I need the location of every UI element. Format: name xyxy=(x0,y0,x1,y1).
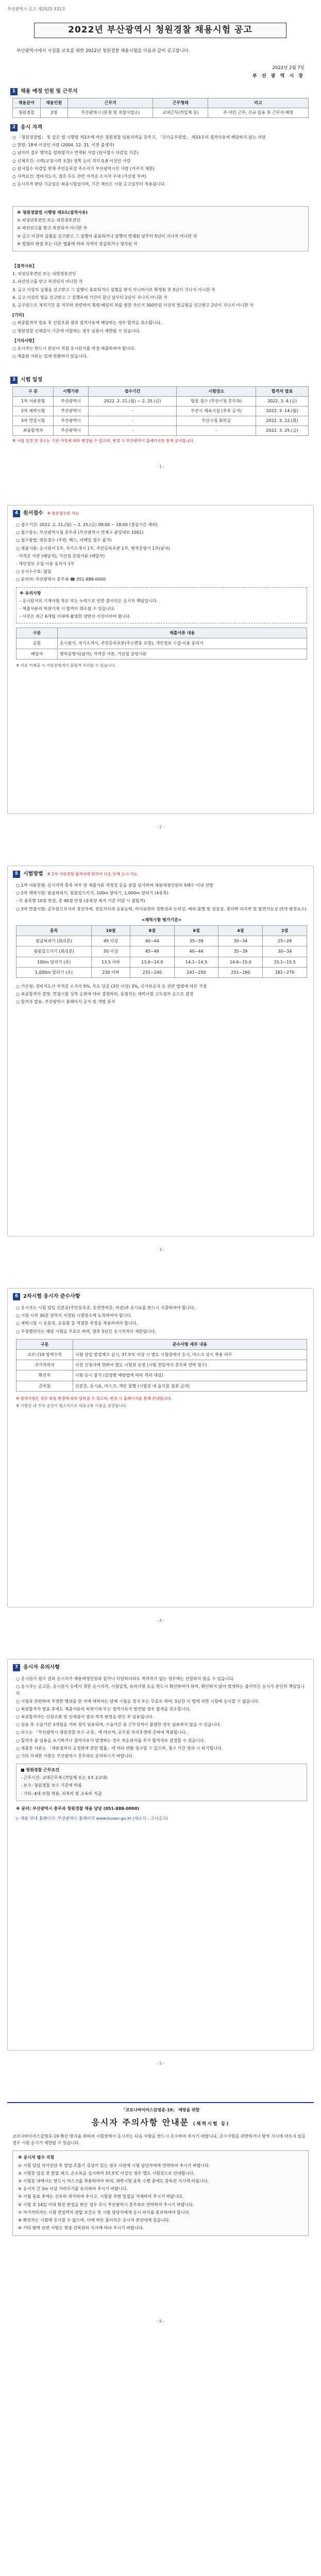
schedule-note: ※ 시험 일정 및 장소는 기관 사정에 따라 변경될 수 있으며, 변경 시 부산광역시 홈페이지를 통해 공지합니다. xyxy=(12,438,195,443)
table-cell: 13.6~14.0 xyxy=(130,957,174,967)
note-line: ○ 보수는 「부산광역시 청원경찰 보수 규정」에 따르며, 공무원 복리후생에 준하여 적용합니다. xyxy=(16,1730,187,1735)
table-cell: 45 이상 xyxy=(92,936,130,946)
table-header: 제출서류 내용 xyxy=(58,628,307,638)
table-cell: 응시원서, 자기소개서, 주민등록초본(주소변동 포함), 개인정보 수집·이용 동의서 xyxy=(58,638,307,649)
table-cell: 사전 신청자에 한하여 별도 시험장 운영 (시험 전일까지 총무과 연락 필수) xyxy=(73,1360,307,1370)
table-header: 채용분야 xyxy=(13,98,41,108)
notice-title-suffix: (체력시험 등) xyxy=(193,2122,230,2127)
table-header: 합격자 발표 xyxy=(256,387,309,397)
detail-line: ○ 청원경찰 신체검사 기준에 미달하는 경우 임용이 제한될 수 있습니다. xyxy=(12,328,141,333)
table-header: 구분 xyxy=(16,628,58,638)
table-cell: 100m 달리기 (초) xyxy=(16,957,92,967)
section-subtitle: ※ 방문접수만 가능 xyxy=(47,511,79,516)
section-title: 2차시험 응시자 준수사항 xyxy=(23,1294,80,1299)
table-cell: 50 이상 xyxy=(92,946,130,957)
table-cell: 1,000m 달리기 (초) xyxy=(16,967,92,977)
page-number: - 4 - xyxy=(156,1618,165,1623)
method-line: - 각 종목별 10점 만점, 총 40점 만점 (종목당 최저 기준 미달 시 불합격) xyxy=(16,899,145,904)
box-line: - 기타: 4대 보험 적용, 피복비 및 교육비 지급 xyxy=(21,1791,102,1796)
table-cell: 14.6~15.0 xyxy=(218,957,263,967)
table-header-row xyxy=(16,925,307,936)
recruit-table-wrap xyxy=(12,98,309,118)
fitness-table xyxy=(16,925,307,978)
list-item: ⑨ 기타 방역 관련 사항은 현장 감독관의 지시에 따라 주시기 바랍니다. xyxy=(18,2226,144,2231)
rules-note: ※ 시험장 내 주차 공간이 협소하므로 대중교통 이용을 권장합니다. xyxy=(16,1403,128,1409)
table-cell: 시험 응시 불가 (감염병 예방법에 따라 격리 대상) xyxy=(73,1370,307,1381)
notice-subtitle: 「코로나바이러스감염증-19」 예방을 위한 xyxy=(121,2108,200,2112)
application-info xyxy=(8,521,313,675)
table-cell: 주·야간 근무, 신규 임용 후 근무지 배정 xyxy=(208,108,309,118)
applicant-notes xyxy=(8,1675,313,1828)
page-number: - 6 - xyxy=(156,2319,165,2324)
table-header: 비고 xyxy=(208,98,309,108)
table-header: 근무지 xyxy=(68,98,153,108)
table-cell: 팔굽혀펴기 (회/1분) xyxy=(16,936,92,946)
note-line: ○ 응시원서 접수 결과 응시자가 채용예정인원과 같거나 미달하더라도 적격자가 없는 경우에는 선발하지 않을 수 있습니다. xyxy=(16,1676,234,1681)
detail-line: ○ 최종합격자 발표 후 신원조회 결과 결격사유에 해당하는 경우 합격을 취소합니다. xyxy=(12,320,162,326)
recruit-table xyxy=(12,98,309,118)
method-line: ○ 1차 서류전형: 응시자격 충족 여부 및 제출서류 적정성 등을 종합 심사하여 채용예정인원의 5배수 이내 선발 xyxy=(16,883,213,888)
table-cell: 병적증명서(남자), 자격증 사본, 가산점 증빙서류 xyxy=(58,649,307,659)
info-line: - 자격증 사본 (해당자), 가산점 증빙서류 (해당자) xyxy=(16,553,105,558)
list-item: ⑥ 시험 후 14일 이내 확진 판정을 받은 경우 즉시 부산광역시 총무과로 연락하여 주시기 바랍니다. xyxy=(18,2202,194,2207)
box-title: ※ 청원경찰법 시행령 제3조(결격사유) xyxy=(17,210,88,215)
detail-line: 2. 파산선고를 받고 복권되지 아니한 자 xyxy=(12,279,83,284)
table-cell: 2022. 3. 4.(금) xyxy=(256,397,309,406)
table-cell: 261~270 xyxy=(263,967,307,977)
table-cell: 1차 서류전형 xyxy=(13,397,54,406)
box-line: ① 피성년후견인 또는 피한정후견인 xyxy=(17,218,80,223)
note-line: ○ 제출한 서류는 「채용절차의 공정화에 관한 법률」에 따라 반환 청구할 수 있으며, 청구 기간 경과 시 파기합니다. xyxy=(16,1745,223,1751)
table-row xyxy=(16,1349,307,1360)
info-line: ○ 접수기간: 2022. 2. 21.(월) ~ 2. 25.(금) 09:00 ~ 18:00 (점심시간 제외) xyxy=(16,522,158,527)
document-title: 2022년 부산광역시 청원경찰 채용시험 공고 xyxy=(34,23,286,38)
section-6-card xyxy=(7,1288,314,1607)
section-4-header xyxy=(8,505,313,521)
table-header: 종목 xyxy=(16,925,92,936)
section-title: 원서접수 xyxy=(23,511,43,516)
table-cell: 30~34 xyxy=(218,936,263,946)
table-cell: 2차 체력시험 xyxy=(13,406,54,416)
note-line: ○ 합격자 중 임용을 포기하거나 결격사유가 발생하는 경우 차순위자를 추가 합격자로 결정할 수 있습니다. xyxy=(16,1738,206,1743)
section-7-header xyxy=(8,1659,313,1675)
section-5-card xyxy=(7,866,314,1236)
table-cell: 윗몸일으키기 (회/1분) xyxy=(16,946,92,957)
list-item: ⑤ 시험 종료 후에는 신속히 귀가하여 주시고, 시험장 주변 밀집을 자제하여 주시기 바랍니다. xyxy=(18,2194,183,2199)
list-item: ⑦ 자가격리자는 시험 전일까지 관할 보건소 및 시험 담당자에게 응시 의사를 통보하여야 합니다. xyxy=(18,2210,190,2215)
documents-table xyxy=(16,628,307,659)
list-item: ② 시험장 입실 전 발열 체크, 손소독을 실시하며 37.5℃ 이상인 경우 별도 시험장으로 안내합니다. xyxy=(18,2171,195,2176)
exam-rules xyxy=(8,1304,313,1415)
section-number: 2 xyxy=(10,124,18,131)
table-cell: 230 이하 xyxy=(92,967,130,977)
eligibility-line: ○ 자격요건: 경비지도사, 경호·무도 관련 자격증 소지자 우대 (가산점 부여) xyxy=(12,174,147,179)
box-line: ② 파산선고를 받고 복권되지 아니한 자 xyxy=(17,226,87,231)
eligibility-line: ○ 원서접수 마감일 현재 주민등록상 주소지가 부산광역시인 사람 (거주지 제한) xyxy=(12,166,155,171)
notes-title: ※ 유의사항 xyxy=(20,590,41,596)
table-cell: 교대근무(격일제 등) xyxy=(153,108,208,118)
table-cell: 방문 접수 (부산시청 총무과) xyxy=(177,397,256,406)
application-notes xyxy=(16,587,307,624)
section-7-card xyxy=(7,1659,314,2050)
table-header: 구분 xyxy=(16,1339,73,1349)
list-item: ① 시험 당일 자가진단 후 발열·호흡기 증상이 있는 경우 사전에 시험 담당자에게 연락하여 주시기 바랍니다. xyxy=(18,2163,210,2168)
table-header: 6점 xyxy=(174,925,218,936)
table-row xyxy=(16,1381,307,1391)
notice-date: 2022년 2월 7일 xyxy=(272,65,305,71)
rule-line: ○ 체력시험 시 운동복, 운동화 등 적절한 복장을 착용하여야 합니다. xyxy=(16,1321,138,1326)
section-title: 응시 자격 xyxy=(21,125,43,130)
eligibility-line: ○ 신체조건: 시력(교정시력 포함) 양쪽 눈이 각각 0.8 이상인 사람 xyxy=(12,158,131,163)
table-header: 8점 xyxy=(130,925,174,936)
note-line: ○ 시험과 관련하여 부정한 행위를 한 자에 대하여는 당해 시험을 정지 또는 무효로 하며, 5년간 이 법에 의한 시험에 응시할 수 없습니다. xyxy=(16,1699,260,1704)
info-line: ○ 응시수수료: 없음 xyxy=(16,569,52,574)
box-line: - 보수: 청원경찰 보수 기준에 따름 xyxy=(21,1783,82,1788)
section-number: 1 xyxy=(10,88,18,95)
detail-line: 3. 금고 이상의 실형을 선고받고 그 집행이 종료되거나 집행을 받지 아니하기로 확정된 후 5년이 지나지 아니한 자 xyxy=(12,287,215,292)
table-cell: - xyxy=(177,426,256,436)
table-cell: 최종합격자 xyxy=(13,426,54,436)
method-line: ○ 최종합격자 결정: 면접시험 성적 순위에 따라 결정하되, 동점자는 체력시험 고득점자 순으로 결정 xyxy=(16,992,194,997)
method-line: ○ 가산점: 경비지도사 자격증 소지자 5%, 무도 단증 (3단 이상) 3%, 국가유공자 등 관련 법령에 따른 가점 xyxy=(16,984,207,989)
table-header: 4점 xyxy=(218,925,263,936)
info-line: - 개인정보 수집·이용 동의서 1부 xyxy=(16,561,75,566)
section-1-header xyxy=(10,88,78,95)
notice-title xyxy=(7,2116,314,2129)
eligibility-line: ○ 응시자격 판단 기준일은 최종시험일이며, 기간 계산은 시험 공고일부터 적용됩니다. xyxy=(12,182,166,187)
note-line: ○ 최종합격자 발표 후에도 제출서류의 허위기재 또는 결격사유가 발견될 경우 합격을 취소합니다. xyxy=(16,1706,191,1711)
table-cell: 2명 xyxy=(40,108,68,118)
subhead: 【결격사유】 xyxy=(12,264,37,268)
section-number: 5 xyxy=(13,871,20,878)
eligibility-line: ○ 연령: 18세 이상인 사람 (2004. 12. 31. 이전 출생자) xyxy=(12,143,114,148)
table-cell: 251~260 xyxy=(218,967,263,977)
table-cell: 231~240 xyxy=(130,967,174,977)
table-cell: 부산광역시 xyxy=(53,426,88,436)
table-cell: 35~39 xyxy=(174,936,218,946)
method-line: ○ 2차 체력시험: 팔굽혀펴기, 윗몸일으키기, 100m 달리기, 1,000m 달리기 (4종목) xyxy=(16,891,168,896)
section-2-header xyxy=(10,124,42,131)
section-number: 3 xyxy=(10,377,18,384)
table-header: 구 분 xyxy=(13,387,54,397)
rule-line: ○ 응시자는 시험 당일 신분증(주민등록증, 운전면허증, 여권)과 응시표를 반드시 지참하여야 합니다. xyxy=(16,1306,195,1310)
table-cell: 신분증, 응시표, 마스크, 개인 물병 (시험장 내 음식물 섭취 금지) xyxy=(73,1381,307,1391)
subhead: 【기타사항】 xyxy=(12,338,37,343)
list-item: ③ 시험장 내에서는 반드시 마스크를 착용하여야 하며, 체력시험 종목 수행 중에도 감독관 지시에 따릅니다. xyxy=(18,2178,209,2183)
table-cell: 부산광역시 xyxy=(53,416,88,426)
schedule-table-wrap xyxy=(12,386,309,444)
rules-table xyxy=(16,1339,307,1392)
note-line: ○ 기타 자세한 사항은 부산광역시 총무과로 문의하시기 바랍니다. xyxy=(16,1753,134,1758)
notes-line: - 사진은 최근 6개월 이내에 촬영한 상반신 사진이어야 합니다. xyxy=(20,614,131,619)
table-row xyxy=(16,1370,307,1381)
page-number: - 1 - xyxy=(156,464,165,469)
section-number: 4 xyxy=(13,510,20,517)
section-title: 시험방법 xyxy=(23,871,43,877)
notice-title-main: 응시자 주의사항 안내문 xyxy=(91,2117,190,2127)
section-number: 7 xyxy=(13,1664,20,1671)
page-number: - 3 - xyxy=(156,1247,165,1252)
list-title: ※ 응시자 필수 지침 xyxy=(18,2155,55,2160)
table-cell: 부산광역시 xyxy=(53,397,88,406)
box-title: ■ 청원경찰 근무조건 xyxy=(21,1768,59,1773)
table-cell: 부산광역시 (본청 및 직할사업소) xyxy=(68,108,153,118)
table-header-row xyxy=(16,628,307,638)
table-header: 접수기간 xyxy=(88,387,176,397)
table-row xyxy=(13,406,309,416)
table-cell: 3차 면접시험 xyxy=(13,416,54,426)
table-cell: 2022. 3. 25.(금) xyxy=(256,426,309,436)
table-row xyxy=(13,426,309,436)
section-5-header xyxy=(8,866,313,882)
table-header: 2점 xyxy=(263,925,307,936)
table-cell: 45~49 xyxy=(130,946,174,957)
method-line: ○ 합격자 발표: 부산광역시 홈페이지 공지 및 개별 통지 xyxy=(16,999,115,1005)
table-row xyxy=(16,649,307,659)
table-row xyxy=(13,397,309,406)
covid-notice xyxy=(7,2102,314,2240)
eligibility-list xyxy=(12,134,309,189)
intro-text: 부산광역시에서 시설물 보호를 위한 2022년 청원경찰 채용시험을 다음과 같이 공고합니다. xyxy=(16,48,190,54)
notice-number: 부산광역시 공고 제2022-331호 xyxy=(7,7,66,11)
table-cell: 25~29 xyxy=(263,936,307,946)
page-number: - 5 - xyxy=(156,2061,165,2066)
table-cell: 코로나19 방역수칙 xyxy=(16,1349,73,1360)
notes-line: - 응시원서의 기재사항 착오 또는 누락으로 인한 불이익은 응시자 책임입니다. xyxy=(20,598,158,603)
table-header-row xyxy=(13,387,309,397)
info-line: ○ 접수장소: 부산광역시청 총무과 (부산광역시 연제구 중앙대로 1001) xyxy=(16,530,144,535)
table-title: <체력시험 평가기준> xyxy=(141,917,182,922)
list-item: ⑧ 확진자는 시험에 응시할 수 없으며, 이에 따른 불이익은 응시자 본인에게 있습니다. xyxy=(18,2217,171,2223)
notice-list xyxy=(12,2150,309,2236)
table-cell: 자가격리자 xyxy=(16,1360,73,1370)
section-title: 응시자 유의사항 xyxy=(23,1665,60,1670)
table-cell: 부산광역시 xyxy=(53,406,88,416)
table-row xyxy=(16,638,307,649)
method-after xyxy=(16,983,307,1006)
list-item: ④ 응시자 간 2m 이상 거리두기를 유지하여 주시기 바랍니다. xyxy=(18,2187,128,2192)
disqualification-box xyxy=(12,206,309,251)
info-line: ○ 접수방법: 방문접수 (우편, 팩스, 이메일 접수 불가) xyxy=(16,538,112,543)
info-line: ○ 문의처: 부산광역시 총무과 ☎ 051-888-0000 xyxy=(16,577,106,582)
rule-line: ○ 부정행위자는 해당 시험을 무효로 하며, 향후 5년간 응시자격이 제한됩니다. xyxy=(16,1329,156,1334)
detail-line: 1. 피성년후견인 또는 피한정후견인 xyxy=(12,272,76,277)
table-cell: 확진자 xyxy=(16,1370,73,1381)
table-cell: 공통 xyxy=(16,638,58,649)
rule-line: ○ 시험 시작 30분 전까지 지정된 시험장소에 도착하여야 합니다. xyxy=(16,1313,132,1318)
note-line: ○ 임용 후 수습기간 3개월을 거쳐 정식 임용되며, 수습기간 중 근무성적이 불량한 경우 임용하지 않을 수 있습니다. xyxy=(16,1722,221,1727)
issuer-name: 부 산 광 역 시 장 xyxy=(252,74,305,79)
table-header: 10점 xyxy=(92,925,130,936)
subhead: [기타] xyxy=(12,313,24,318)
notes-line: - 제출서류의 허위기재 시 합격이 취소될 수 있습니다. xyxy=(20,606,115,611)
table-header: 시험장소 xyxy=(177,387,256,397)
table-header-row xyxy=(16,1339,307,1349)
detail-line: 4. 금고 이상의 형을 선고받고 그 집행유예 기간이 끝난 날부터 2년이 지나지 아니한 자 xyxy=(12,295,167,300)
contact-line: ※ 문의: 부산광역시 총무과 청원경찰 채용 담당 (051-888-0000) xyxy=(16,1806,140,1811)
table-row xyxy=(16,936,307,946)
table-cell: 2022. 2. 21.(월) ~ 2. 25.(금) xyxy=(88,397,176,406)
section-subtitle: ※ 1차 서류전형 합격자에 한하여 다음 단계 응시 가능 xyxy=(47,871,138,876)
table-row xyxy=(13,108,309,118)
box-line: ④ 법원의 판결 또는 다른 법률에 따라 자격이 상실되거나 정지된 자 xyxy=(17,241,138,246)
table-header: 시행기관 xyxy=(53,387,88,397)
documents-note: ※ 서류 미제출 시 서류전형에서 불합격 처리될 수 있습니다. xyxy=(16,663,116,668)
section-title: 채용 예정 인원 및 근무지 xyxy=(21,89,78,94)
note-line: ○ 응시자는 공고문, 응시원서 등에서 정한 응시자격, 시험일정, 유의사항 등을 반드시 확인하여야 하며, 확인하지 않아 발생하는 불이익은 응시자 본인의 책임입니다. xyxy=(16,1684,305,1696)
box-line: ③ 금고 이상의 실형을 선고받고 그 집행이 종료되거나 집행이 면제된 날부터 5년이 지나지 아니한 자 xyxy=(17,233,197,239)
section-4-card xyxy=(7,505,314,814)
schedule-table xyxy=(12,386,309,436)
table-cell: 241~250 xyxy=(174,967,218,977)
section-number: 6 xyxy=(13,1293,20,1300)
table-cell: 30~34 xyxy=(263,946,307,957)
table-cell: - xyxy=(88,406,176,416)
table-cell: 40~44 xyxy=(130,936,174,946)
section-title: 시험 일정 xyxy=(21,377,43,383)
table-cell: 준비물 xyxy=(16,1381,73,1391)
table-header: 채용인원 xyxy=(40,98,68,108)
section-6-header xyxy=(8,1289,313,1304)
table-row xyxy=(16,967,307,977)
detail-line: ○ 제출된 서류는 일체 반환하지 않습니다. xyxy=(12,354,88,359)
table-cell: 40~44 xyxy=(174,946,218,957)
table-cell: 15.1~15.5 xyxy=(263,957,307,967)
table-row xyxy=(16,957,307,967)
note-line: ○ 최종합격자는 신원조회 및 신체검사 결과 적격 판정을 받은 후 임용됩니다. xyxy=(16,1714,154,1719)
section-3-header xyxy=(10,376,42,384)
table-cell: 2022. 3. 14.(월) xyxy=(256,406,309,416)
table-cell: 부산시청 회의실 xyxy=(177,416,256,426)
detail-line: ○ 응시자는 반드시 본인이 직접 응시원서를 작성·제출하여야 합니다. xyxy=(12,346,136,351)
table-cell: - xyxy=(88,416,176,426)
table-cell: 시험 당일 발열체크 실시, 37.5℃ 이상 시 별도 시험장에서 응시, 마스크 상시 착용 의무 xyxy=(73,1349,307,1360)
table-cell: 14.1~14.5 xyxy=(174,957,218,967)
box-line: - 근무시간: 교대근무제 (격일제 또는 3조 2교대) xyxy=(21,1775,108,1781)
detail-line: 5. 공무원으로 재직기간 중 직무와 관련하여 횡령·배임의 죄를 범한 자로서 300만원 이상의 벌금형을 선고받고 2년이 지나지 아니한 자 xyxy=(12,302,254,308)
rules-note: ※ 방역지침은 정부 방침 변경에 따라 달라질 수 있으며, 변경 시 홈페이지를 통해 안내합니다. xyxy=(16,1396,172,1401)
eligibility-line: ○ 「청원경찰법」 및 같은 법 시행령 제3조에 따른 청원경찰 임용자격을 갖추고, 「국가공무원법」 제33조의 결격사유에 해당하지 않는 사람 xyxy=(12,135,266,140)
table-row xyxy=(16,1360,307,1370)
eligibility-line: ○ 남자의 경우 병역을 필하였거나 면제된 사람 (원서접수 마감일 기준) xyxy=(12,150,139,156)
table-header: 준수사항 세부 내용 xyxy=(73,1339,307,1349)
table-row xyxy=(16,946,307,957)
table-cell: 35~39 xyxy=(218,946,263,957)
table-cell: 부산시 체육시설 (추후 공지) xyxy=(177,406,256,416)
table-cell: 13.5 이하 xyxy=(92,957,130,967)
exam-method xyxy=(8,882,313,1011)
homepage-link[interactable]: ▷ 채용 안내 홈페이지: 부산광역시 홈페이지 www.busan.go.kr (새소식 - 고시공고) xyxy=(16,1816,168,1821)
table-header-row xyxy=(13,98,309,108)
table-cell: 2022. 3. 22.(화) xyxy=(256,416,309,426)
table-row xyxy=(13,416,309,426)
page-number: - 2 - xyxy=(156,825,165,829)
table-cell: 청원경찰 xyxy=(13,108,41,118)
notice-intro: 코로나바이러스감염증-19 확산 방지를 위하여 시험장에서 응시자는 다음 사항을 반드시 준수하여 주시기 바랍니다. 준수사항을 위반하거나 방역 지시에 따르지 않을 경우 시험 응시가 제한될 수 있습니다. xyxy=(12,2134,306,2146)
table-cell: - xyxy=(88,426,176,436)
info-line: ○ 제출서류: 응시원서 1부, 자기소개서 1부, 주민등록초본 1부, 병적증명서 1부(남자) xyxy=(16,546,170,551)
method-line: ○ 3차 면접시험: 공무원으로서의 정신자세, 전문지식과 응용능력, 의사표현의 정확성과 논리성, 예의·품행 및 성실성, 창의력·의지력 및 발전가능성 (5개 평정요소) xyxy=(16,906,307,911)
disqualification-detail xyxy=(12,263,309,361)
conditions-box xyxy=(16,1764,307,1801)
table-cell: 해당자 xyxy=(16,649,58,659)
table-header: 근무형태 xyxy=(153,98,208,108)
